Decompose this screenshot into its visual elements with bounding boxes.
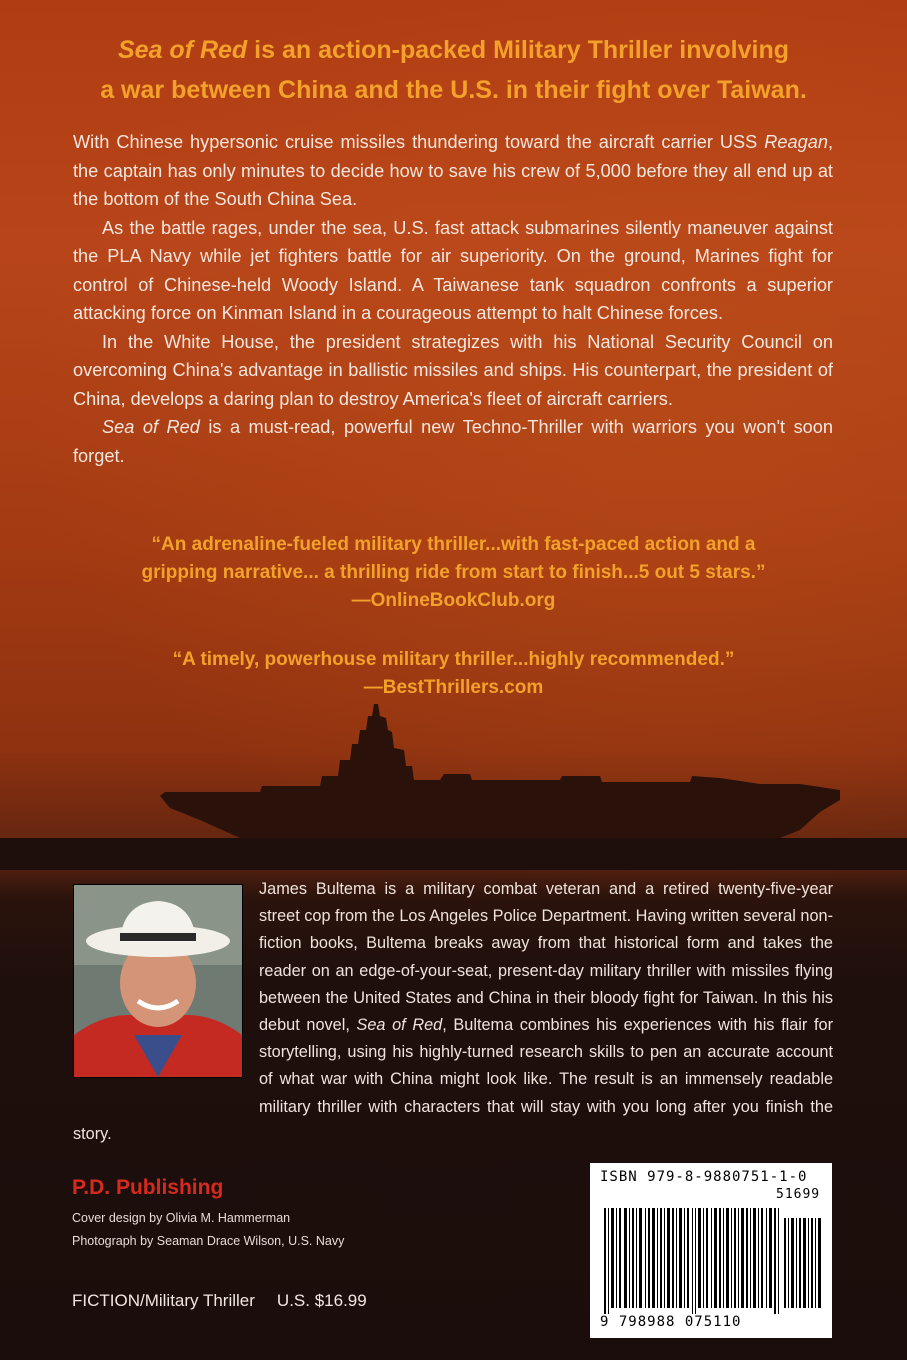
blurb-paragraph-1 — [73, 128, 833, 214]
blurb-ship-name: Reagan — [764, 132, 828, 152]
headline-line-1 — [60, 30, 847, 70]
blurb-p4-text: is a must-read, powerful new Techno-Thriller with warriors you won't soon forget. — [73, 417, 834, 466]
genre-category: FICTION/Military Thriller — [72, 1291, 255, 1310]
author-bio — [73, 876, 833, 1148]
quote-2-source: —BestThrillers.com — [363, 677, 544, 698]
bio-text-a: James Bultema is a military combat veteran and a retired twenty-five-year street cop from the Los Angeles Police Department. Having written several non-fiction books, Bultema breaks away from that historical form and takes the reader on an edge-of-your-seat, present-day military thriller with missiles flying between the United States and China in their bloody fight for Taiwan. In this his debut novel, — [259, 880, 833, 1035]
blurb-paragraph-3: In the White House, the president strategizes with his National Security Council on overcoming China's advantage in ballistic missiles and ships. His counterpart, the president of China, develops a daring plan to destroy America's fleet of aircraft carriers. — [73, 331, 833, 409]
barcode-digits: 9 798988 075110 — [600, 1314, 742, 1330]
quote-2-line-1: “A timely, powerhouse military thriller...highly recommended.” — [172, 649, 735, 670]
quote-1-line-1: “An adrenaline-fueled military thriller...with fast-paced action and a — [151, 534, 756, 555]
category-line — [72, 1291, 367, 1311]
bio-book-title: Sea of Red — [356, 1016, 443, 1035]
blurb-p1-text-b: , the captain has only minutes to decide how to save his crew of 5,000 before they all end up at the bottom of the South China Sea. — [73, 132, 833, 209]
blurb — [73, 128, 833, 470]
bio-photo-space — [73, 876, 259, 1094]
cover-design-credit: Cover design by Olivia M. Hammerman — [72, 1211, 291, 1225]
blurb-paragraph-2: As the battle rages, under the sea, U.S. fast attack submarines silently maneuver against the PLA Navy while jet fighters battle for air superiority. On the ground, Marines fight for control of Chinese-held Woody Island. A Taiwanese tank squadron confronts a superior attacking force on Kinman Island in a courageous attempt to halt Chinese forces. — [73, 217, 833, 323]
review-quote-1 — [60, 531, 847, 615]
headline-line-1-text: is an action-packed Military Thriller involving — [247, 36, 789, 64]
quote-1-line-2: gripping narrative... a thrilling ride from start to finish...5 out 5 stars.” — [141, 562, 766, 583]
quote-1-source: —OnlineBookClub.org — [351, 590, 556, 611]
review-quote-2 — [60, 646, 847, 702]
blurb-paragraph-4 — [73, 413, 833, 470]
headline-line-2: a war between China and the U.S. in their fight over Taiwan. — [100, 76, 807, 104]
headline — [60, 30, 847, 110]
headline-book-title: Sea of Red — [118, 36, 248, 64]
retail-price: U.S. $16.99 — [276, 1291, 367, 1310]
publisher-name: P.D. Publishing — [72, 1176, 224, 1199]
blurb-book-title: Sea of Red — [102, 417, 200, 437]
barcode-bars — [598, 1188, 826, 1314]
aircraft-carrier-silhouette — [0, 700, 907, 870]
blurb-p1-text-a: With Chinese hypersonic cruise missiles thundering toward the aircraft carrier USS — [73, 132, 765, 152]
bio-text-b: , Bultema combines his experiences with his flair for storytelling, using his highly-turned research skills to pen an accurate account of what war with China might look like. The result is an immensely readable military thriller with characters that will stay with you long after you finish the story. — [73, 1016, 833, 1143]
isbn-number: ISBN 979-8-9880751-1-0 — [600, 1169, 808, 1185]
barcode-price-code: 51699 — [776, 1187, 821, 1202]
photograph-credit: Photograph by Seaman Drace Wilson, U.S. Navy — [72, 1234, 345, 1248]
